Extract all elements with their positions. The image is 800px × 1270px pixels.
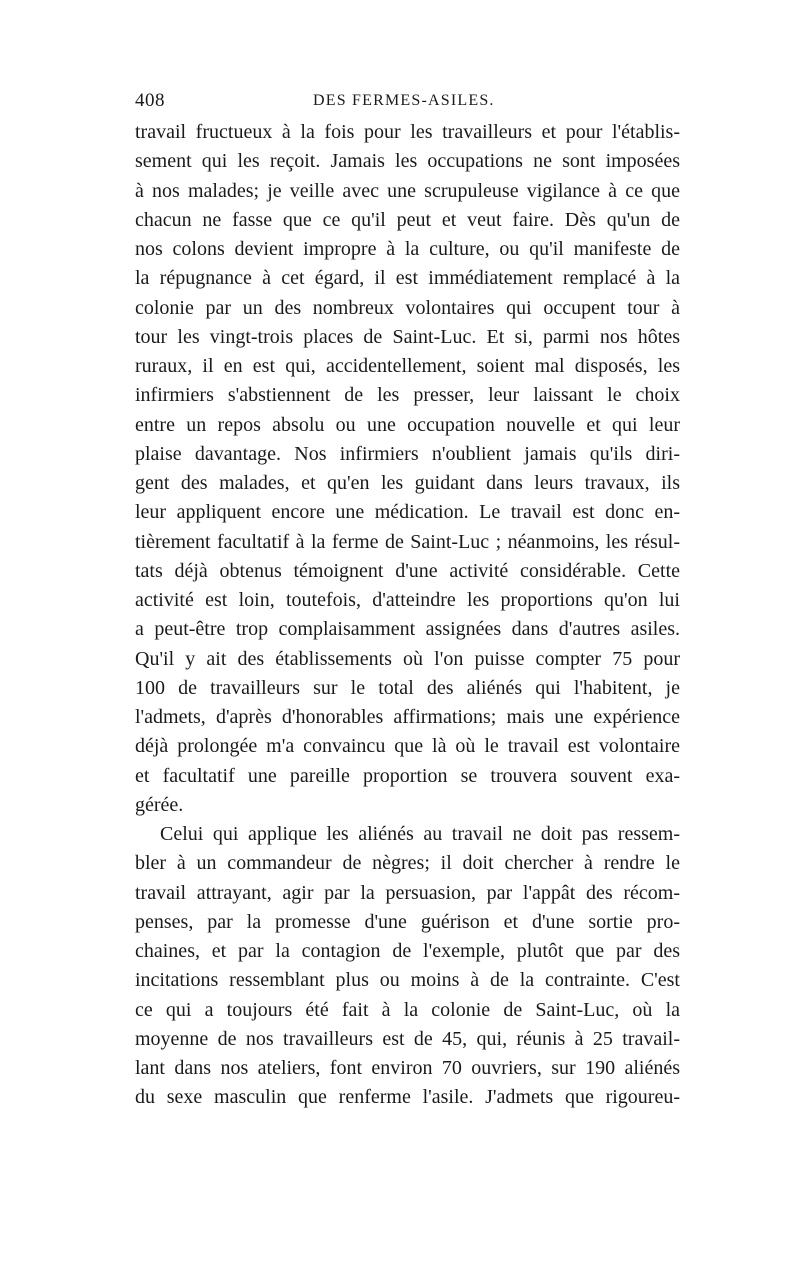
text-line: activité est loin, toutefois, d'atteindre les proportions qu'on lui [135, 589, 680, 611]
text-line: déjà prolongée m'a convaincu que là où le travail est volontaire [135, 735, 680, 758]
text-line: travail fructueux à la fois pour les travailleurs et pour l'établis- [135, 121, 680, 143]
text-line: lant dans nos ateliers, font environ 70 ouvriers, sur 190 aliénés [135, 1057, 680, 1079]
paragraph-start-line: Celui qui applique les aliénés au travail ne doit pas ressem- [160, 823, 680, 845]
text-line: a peut-être trop complaisamment assignées dans d'autres asiles. [135, 618, 680, 641]
text-line: travail attrayant, agir par la persuasion, par l'appât des récom- [135, 881, 680, 904]
text-line: gent des malades, et qu'en les guidant dans leurs travaux, ils [135, 472, 680, 494]
text-line: ce qui a toujours été fait à la colonie de Saint-Luc, où la [135, 998, 680, 1021]
running-title: DES FERMES-ASILES. [313, 92, 495, 109]
paragraph-end-line: gérée. [135, 793, 184, 816]
text-line: colonie par un des nombreux volontaires qui occupent tour à [135, 296, 680, 319]
text-line: entre un repos absolu ou une occupation nouvelle et qui leur [135, 413, 680, 436]
body-text [135, 118, 680, 1113]
text-line: ruraux, il en est qui, accidentellement, soient mal disposés, les [135, 355, 680, 377]
text-line: tats déjà obtenus témoignent d'une activité considérable. Cette [135, 559, 680, 582]
text-line: incitations ressemblant plus ou moins à de la contrainte. C'est [135, 969, 680, 992]
text-line: infirmiers s'abstiennent de les presser, leur laissant le choix [135, 384, 680, 407]
text-line: la répugnance à cet égard, il est immédiatement remplacé à la [135, 267, 680, 290]
text-line: penses, par la promesse d'une guérison et d'une sortie pro- [135, 910, 680, 933]
text-line: l'admets, d'après d'honorables affirmations; mais une expérience [135, 706, 680, 728]
text-line: tour les vingt-trois places de Saint-Luc. Et si, parmi nos hôtes [135, 325, 680, 348]
text-line: 100 de travailleurs sur le total des aliénés qui l'habitent, je [135, 676, 680, 699]
text-line: à nos malades; je veille avec une scrupuleuse vigilance à ce que [135, 179, 680, 202]
running-head [135, 90, 680, 118]
text-line: sement qui les reçoit. Jamais les occupations ne sont imposées [135, 150, 680, 173]
text-line: du sexe masculin que renferme l'asile. J'admets que rigoureu- [135, 1086, 680, 1109]
text-line: plaise davantage. Nos infirmiers n'oublient jamais qu'ils diri- [135, 442, 680, 465]
text-line: tièrement facultatif à la ferme de Saint-Luc ; néanmoins, les résul- [135, 530, 680, 553]
text-line: nos colons devient impropre à la culture, ou qu'il manifeste de [135, 238, 680, 260]
text-line: chaines, et par la contagion de l'exemple, plutôt que par des [135, 940, 680, 962]
text-line: chacun ne fasse que ce qu'il peut et veut faire. Dès qu'un de [135, 208, 680, 231]
text-line: leur appliquent encore une médication. Le travail est donc en- [135, 501, 680, 524]
text-line: et facultatif une pareille proportion se trouvera souvent exa- [135, 764, 680, 787]
page-number: 408 [135, 90, 165, 111]
text-line: Qu'il y ait des établissements où l'on puisse compter 75 pour [135, 647, 680, 670]
text-line: moyenne de nos travailleurs est de 45, qui, réunis à 25 travail- [135, 1027, 680, 1050]
text-line: bler à un commandeur de nègres; il doit chercher à rendre le [135, 852, 680, 875]
